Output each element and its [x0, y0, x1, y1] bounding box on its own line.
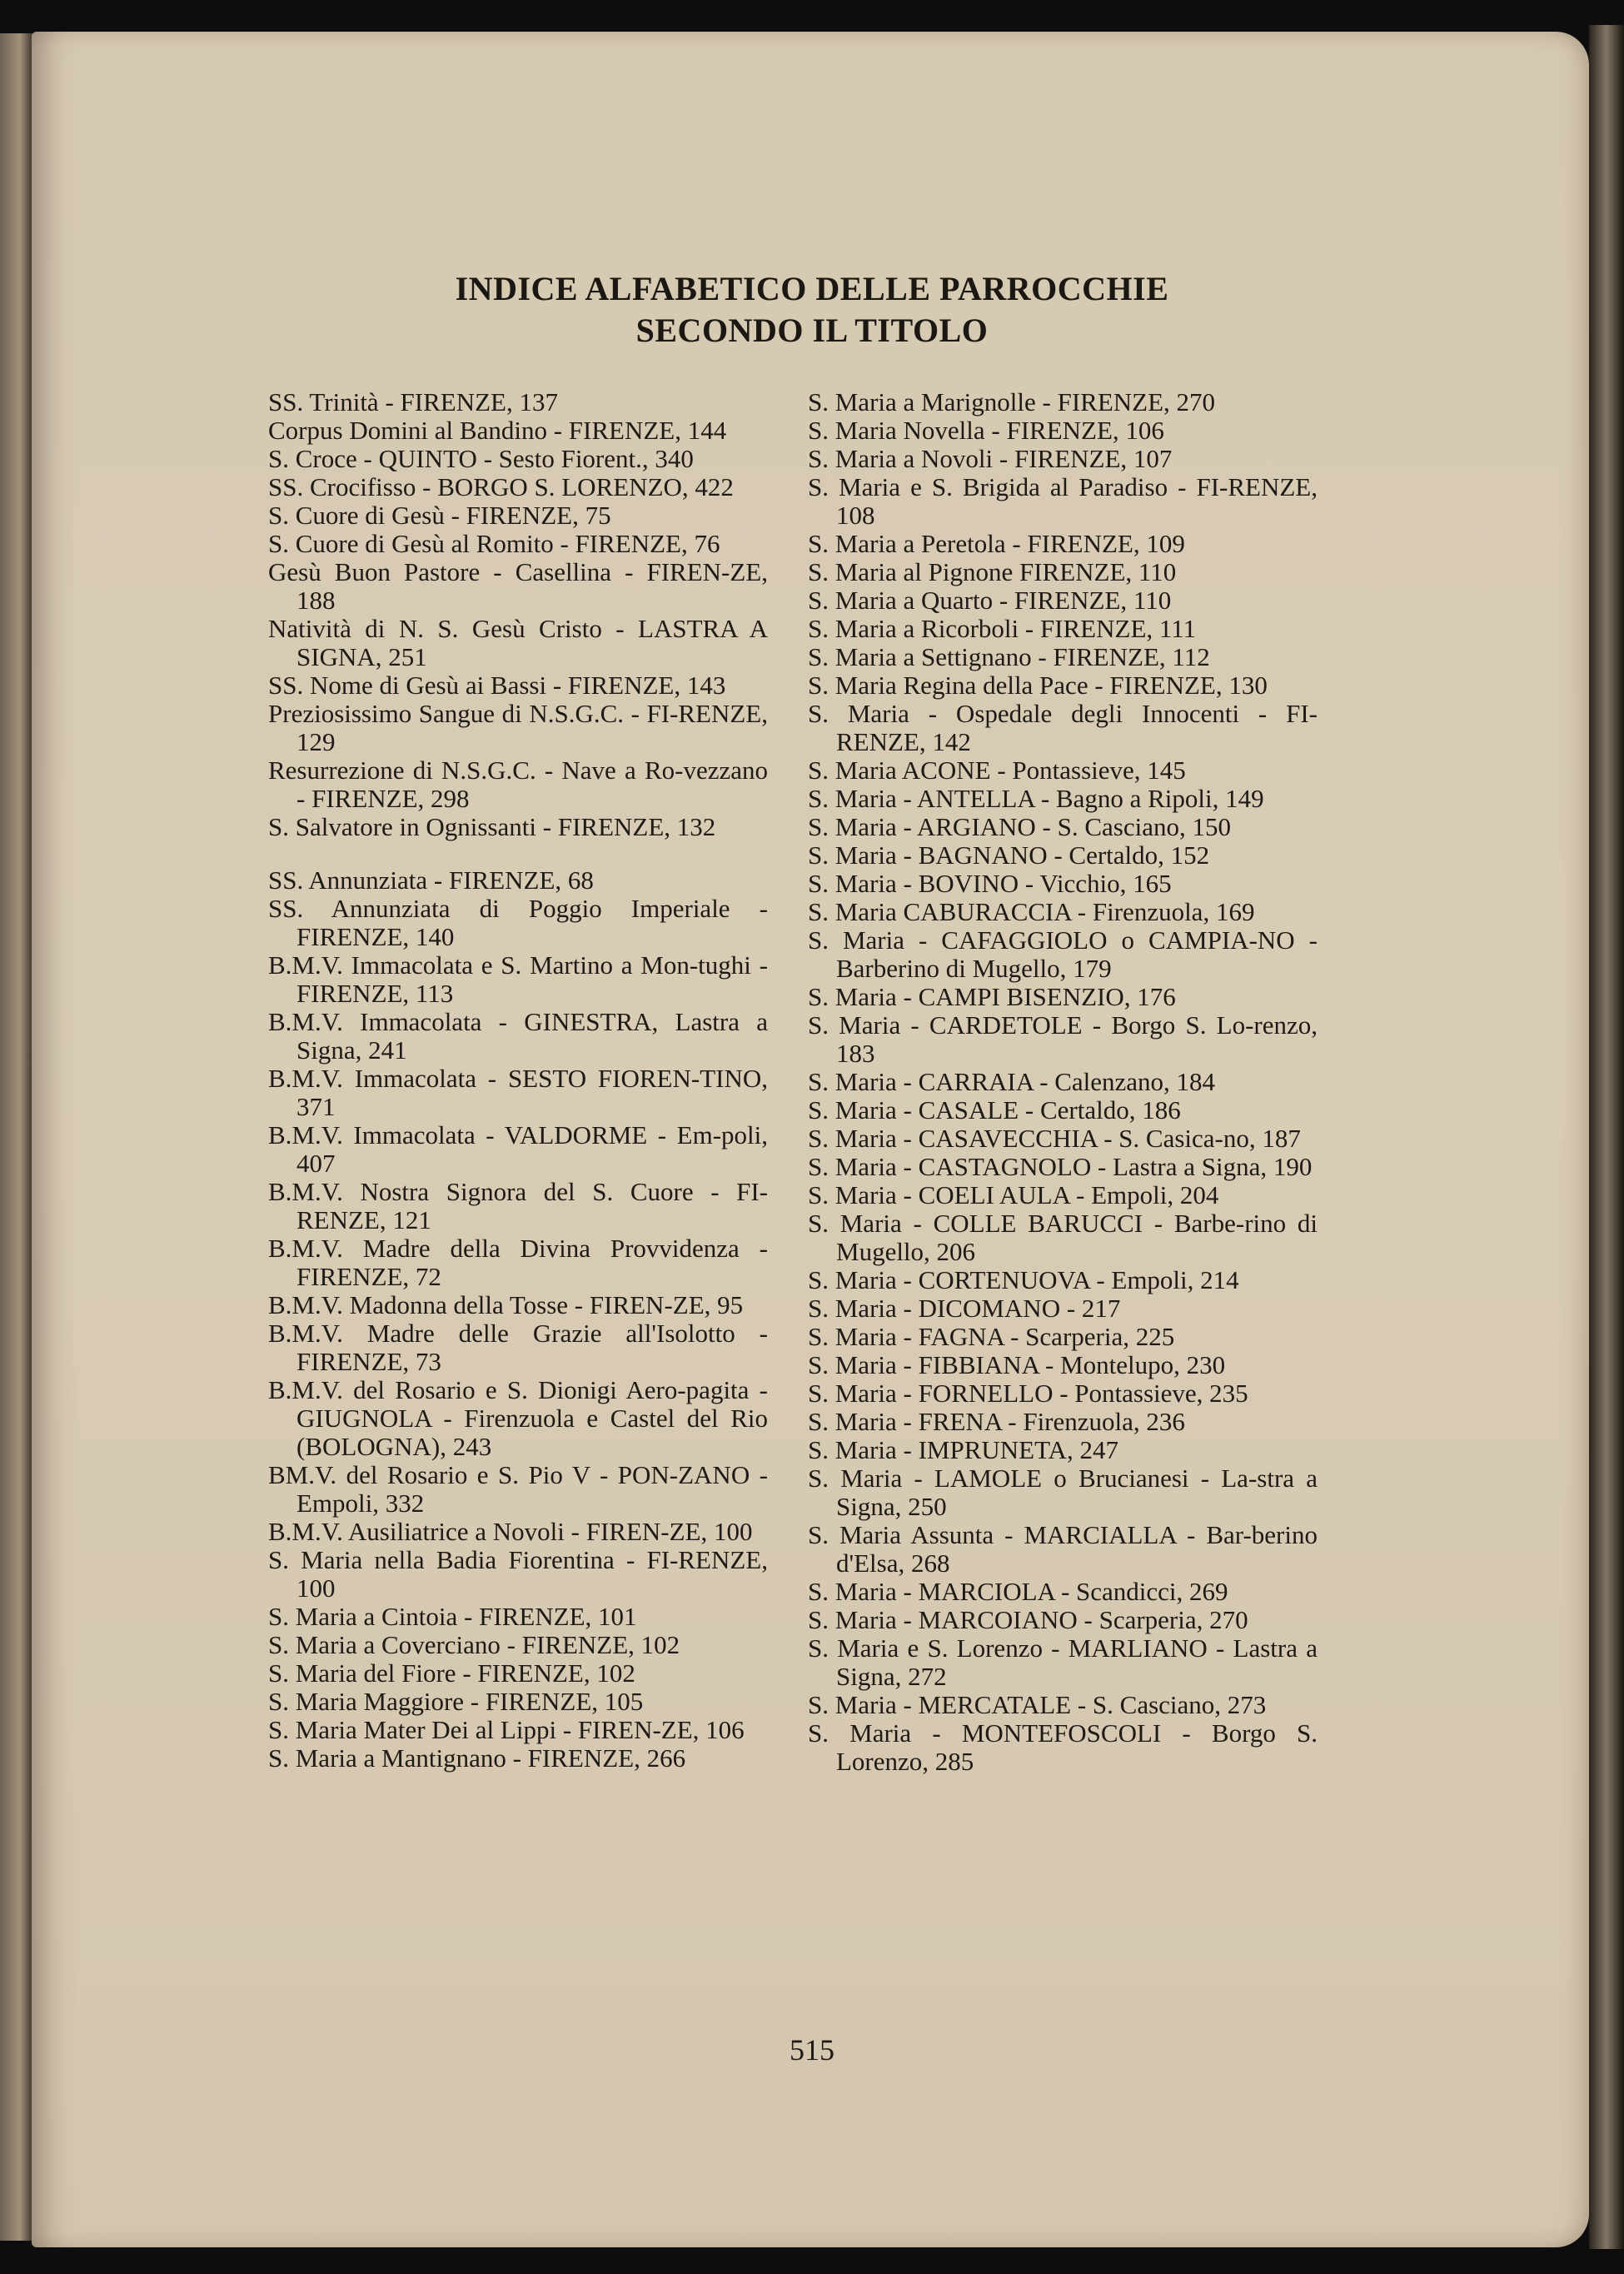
index-title: [0, 268, 1624, 352]
right-column: [808, 388, 1318, 1776]
index-entry: S. Maria - FAGNA - Scarperia, 225: [808, 1322, 1175, 1351]
index-entry: S. Maria - IMPRUNETA, 247: [808, 1435, 1118, 1464]
index-entry: S. Maria Maggiore - FIRENZE, 105: [268, 1687, 644, 1716]
index-entry: S. Maria a Cintoia - FIRENZE, 101: [268, 1602, 637, 1631]
index-entry: S. Maria - ARGIANO - S. Casciano, 150: [808, 812, 1232, 841]
index-entry: S. Maria - CAFAGGIOLO o CAMPIA-NO - Barberino di Mugello, 179: [808, 925, 1318, 983]
index-entry: B.M.V. Madonna della Tosse - FIREN-ZE, 95: [268, 1290, 744, 1319]
index-entry: Preziosissimo Sangue di N.S.G.C. - FI-RENZE, 129: [268, 699, 768, 756]
index-entry: S. Maria - FRENA - Firenzuola, 236: [808, 1407, 1185, 1436]
index-entry: S. Maria Regina della Pace - FIRENZE, 130: [808, 671, 1268, 700]
index-entry: S. Maria - LAMOLE o Brucianesi - La-stra a Signa, 250: [808, 1464, 1318, 1521]
right-entries: [808, 388, 1318, 1776]
index-entry: S. Maria - CASAVECCHIA - S. Casica-no, 187: [808, 1124, 1301, 1153]
index-entry: S. Maria - CAMPI BISENZIO, 176: [808, 982, 1176, 1011]
index-entry: S. Maria del Fiore - FIRENZE, 102: [268, 1658, 635, 1688]
index-entry: SS. Annunziata - FIRENZE, 68: [268, 865, 594, 895]
index-entry: S. Maria - COLLE BARUCCI - Barbe-rino di Mugello, 206: [808, 1209, 1318, 1266]
index-entry: Corpus Domini al Bandino - FIRENZE, 144: [268, 416, 727, 445]
left-entries-group-1: [268, 388, 768, 841]
index-entry: S. Maria a Coverciano - FIRENZE, 102: [268, 1630, 680, 1659]
index-entry: S. Maria - FORNELLO - Pontassieve, 235: [808, 1379, 1248, 1408]
index-entry: Gesù Buon Pastore - Casellina - FIREN-ZE, 188: [268, 557, 768, 615]
index-entry: S. Maria - FIBBIANA - Montelupo, 230: [808, 1350, 1226, 1379]
index-entry: S. Salvatore in Ognissanti - FIRENZE, 132: [268, 812, 716, 841]
left-column: [268, 388, 768, 1773]
right-page-edge: [1589, 25, 1624, 2249]
left-page-edge: [0, 33, 33, 2241]
index-entry: BM.V. del Rosario e S. Pio V - PON-ZANO - Empoli, 332: [268, 1460, 768, 1518]
index-entry: S. Maria - ANTELLA - Bagno a Ripoli, 149: [808, 784, 1264, 813]
index-entry: Resurrezione di N.S.G.C. - Nave a Ro-vezzano - FIRENZE, 298: [268, 756, 768, 813]
index-entry: SS. Trinità - FIRENZE, 137: [268, 387, 558, 416]
index-entry: S. Maria - CARRAIA - Calenzano, 184: [808, 1067, 1216, 1096]
index-entry: S. Maria - BAGNANO - Certaldo, 152: [808, 840, 1210, 870]
index-entry: B.M.V. Immacolata e S. Martino a Mon-tughi - FIRENZE, 113: [268, 950, 768, 1008]
index-entry: S. Maria ACONE - Pontassieve, 145: [808, 756, 1186, 785]
index-entry: S. Maria Assunta - MARCIALLA - Bar-berino d'Elsa, 268: [808, 1520, 1318, 1578]
index-entry: B.M.V. Ausiliatrice a Novoli - FIREN-ZE, 100: [268, 1517, 753, 1546]
index-entry: S. Maria al Pignone FIRENZE, 110: [808, 557, 1177, 586]
page-number: 515: [790, 2033, 834, 2067]
title-line-1: INDICE ALFABETICO DELLE PARROCCHIE: [455, 270, 1169, 307]
index-entry: B.M.V. Nostra Signora del S. Cuore - FI-RENZE, 121: [268, 1177, 768, 1234]
index-entry: S. Maria a Marignolle - FIRENZE, 270: [808, 387, 1216, 416]
index-entry: B.M.V. del Rosario e S. Dionigi Aero-pagita - GIUGNOLA - Firenzuola e Castel del Rio (BOLOGNA), 243: [268, 1375, 768, 1461]
index-entry: S. Maria e S. Brigida al Paradiso - FI-RENZE, 108: [808, 472, 1318, 530]
index-entry: SS. Crocifisso - BORGO S. LORENZO, 422: [268, 472, 734, 501]
index-entry: S. Maria a Settignano - FIRENZE, 112: [808, 642, 1210, 671]
index-entry: S. Croce - QUINTO - Sesto Fiorent., 340: [268, 444, 694, 473]
index-entry: B.M.V. Immacolata - VALDORME - Em-poli, 407: [268, 1120, 768, 1178]
index-entry: S. Maria CABURACCIA - Firenzuola, 169: [808, 897, 1255, 926]
index-entry: S. Cuore di Gesù - FIRENZE, 75: [268, 501, 611, 530]
index-entry: S. Maria a Ricorboli - FIRENZE, 111: [808, 614, 1197, 643]
index-entry: S. Maria - MARCIOLA - Scandicci, 269: [808, 1577, 1228, 1606]
index-entry: S. Maria nella Badia Fiorentina - FI-RENZE, 100: [268, 1545, 768, 1603]
index-entry: SS. Nome di Gesù ai Bassi - FIRENZE, 143: [268, 671, 726, 700]
index-entry: S. Maria - DICOMANO - 217: [808, 1294, 1121, 1323]
index-entry: B.M.V. Madre delle Grazie all'Isolotto - FIRENZE, 73: [268, 1319, 768, 1376]
index-entry: S. Maria - CORTENUOVA - Empoli, 214: [808, 1265, 1239, 1294]
index-entry: B.M.V. Madre della Divina Provvidenza - FIRENZE, 72: [268, 1234, 768, 1291]
index-entry: S. Maria - CARDETOLE - Borgo S. Lo-renzo, 183: [808, 1010, 1318, 1068]
index-entry: S. Maria a Novoli - FIRENZE, 107: [808, 444, 1173, 473]
index-entry: S. Maria - CASALE - Certaldo, 186: [808, 1095, 1181, 1125]
index-entry: S. Maria a Peretola - FIRENZE, 109: [808, 529, 1185, 558]
index-entry: S. Maria - MARCOIANO - Scarperia, 270: [808, 1605, 1248, 1634]
index-entry: S. Maria - BOVINO - Vicchio, 165: [808, 869, 1172, 898]
index-entry: SS. Annunziata di Poggio Imperiale - FIRENZE, 140: [268, 894, 768, 951]
group-gap: [268, 841, 768, 866]
index-entry: S. Maria - COELI AULA - Empoli, 204: [808, 1180, 1219, 1209]
index-entry: S. Maria - MERCATALE - S. Casciano, 273: [808, 1690, 1267, 1719]
index-entry: S. Maria - Ospedale degli Innocenti - FI-RENZE, 142: [808, 699, 1318, 756]
index-entry: B.M.V. Immacolata - GINESTRA, Lastra a Signa, 241: [268, 1007, 768, 1065]
index-entry: S. Maria Mater Dei al Lippi - FIREN-ZE, 106: [268, 1715, 745, 1744]
index-entry: S. Maria Novella - FIRENZE, 106: [808, 416, 1164, 445]
index-entry: S. Maria e S. Lorenzo - MARLIANO - Lastra a Signa, 272: [808, 1633, 1318, 1691]
index-entry: S. Cuore di Gesù al Romito - FIRENZE, 76: [268, 529, 720, 558]
index-entry: S. Maria a Quarto - FIRENZE, 110: [808, 586, 1172, 615]
index-entry: Natività di N. S. Gesù Cristo - LASTRA A SIGNA, 251: [268, 614, 768, 671]
title-line-2: SECONDO IL TITOLO: [635, 312, 989, 349]
index-entry: S. Maria - MONTEFOSCOLI - Borgo S. Lorenzo, 285: [808, 1718, 1318, 1776]
index-entry: B.M.V. Immacolata - SESTO FIOREN-TINO, 371: [268, 1064, 768, 1121]
index-entry: S. Maria - CASTAGNOLO - Lastra a Signa, 190: [808, 1152, 1313, 1181]
left-entries-group-2: [268, 866, 768, 1773]
index-entry: S. Maria a Mantignano - FIRENZE, 266: [268, 1743, 686, 1773]
